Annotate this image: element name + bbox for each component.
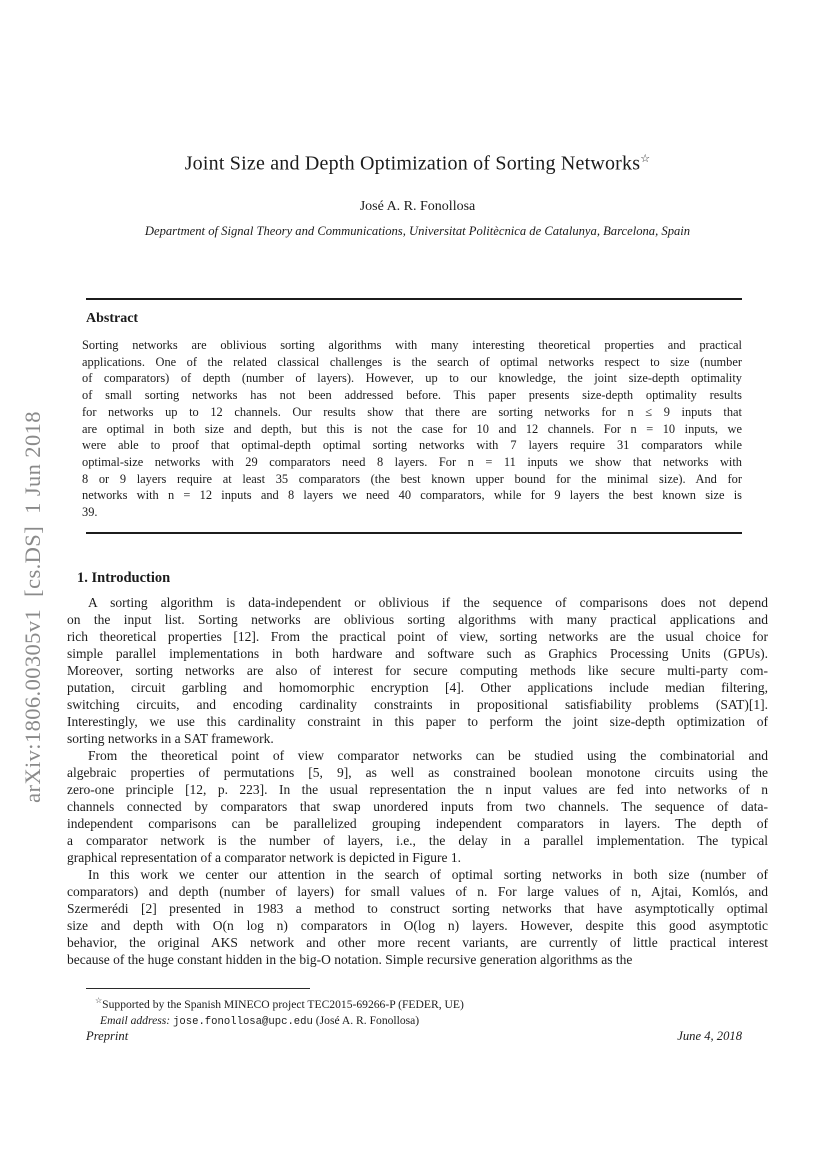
abstract-heading: Abstract [86,311,139,326]
section-heading-introduction: 1. Introduction [77,570,171,586]
text-line: Szermerédi [2] presented in 1983 a method to construct sorting networks that have asymptotically optimal [67,901,768,916]
text-line: of comparators) of depth (number of layers). However, up to our knowledge, the joint size-depth optimality [82,371,742,386]
title-footnote-mark: ☆ [640,153,651,165]
introduction-text [67,594,768,968]
paper-title [67,152,768,176]
footnote-email-line [86,1013,742,1030]
text-line: comparators) and depth (number of layers) for small values of n. For large values of n, Ajtai, Komlós, and [67,884,768,899]
text-line: applications. One of the related classical challenges is the search of optimal networks respect to size (number [82,354,742,369]
footnote-support [86,993,742,1013]
text-line: for networks up to 12 channels. Our results show that there are sorting networks for n ≤ 9 inputs that [82,404,742,419]
text-line: Sorting networks are oblivious sorting algorithms with many interesting theoretical properties and practical [82,338,742,352]
text-line: were able to proof that optimal-depth optimal sorting networks with 7 layers require 31 comparators while [82,438,742,453]
text-line: size and depth with O(n log n) comparators in O(log n) layers. However, despite this good asymptotic [67,918,768,933]
text-line: 39. [82,505,98,520]
text-line: simple parallel implementations in both hardware and software such as Graphics Processing Units (GPUs). [67,646,768,661]
intro-paragraph-1 [67,594,768,747]
email-label: Email address: [100,1013,171,1027]
text-line: behavior, the original AKS network and other more recent variants, are currently of little practical interest [67,935,768,950]
text-line: From the theoretical point of view comparator networks can be studied using the combinatorial and [88,748,768,763]
abstract-bottom-rule [86,532,742,534]
text-line: putation, circuit garbling and homomorphic encryption [4]. Other applications include median filtering, [67,680,768,695]
text-line: optimal-size networks with 29 comparators need 8 layers. For n = 11 inputs we show that networks with [82,454,742,469]
text-line: Moreover, sorting networks are also of interest for secure computing methods like secure multi-party com- [67,663,768,678]
abstract-text [82,337,742,521]
text-line: A sorting algorithm is data-independent or oblivious if the sequence of comparisons does not depend [88,595,768,610]
footnote-star-mark: ☆ [95,996,103,1005]
text-line: algebraic properties of permutations [5, 9], as well as constrained boolean monotone circuits using the [67,765,768,780]
arxiv-sidebar-stamp: arXiv:1806.00305v1 [cs.DS] 1 Jun 2018 [20,411,45,803]
author-name: José A. R. Fonollosa [359,199,476,214]
text-line: channels connected by comparators that swap unordered inputs from two channels. The sequence of data- [67,799,768,814]
footnote-support-text: Supported by the Spanish MINECO project TEC2015-69266-P (FEDER, UE) [102,997,464,1011]
text-line: independent comparisons can be parallelized grouping independent comparators in layers. The depth of [67,816,768,831]
footer-preprint-label: Preprint [86,1029,129,1043]
abstract-top-rule [86,298,742,300]
text-line: on the input list. Sorting networks are oblivious sorting algorithms with many practical applications and [67,612,768,627]
footnote-rule [86,988,310,989]
text-line: 8 or 9 layers require at least 35 comparators (the best known upper bound for the minimal size). And for [82,471,742,486]
text-line: a comparator network is the number of layers, i.e., the delay in a parallel implementation. The typical [67,833,768,848]
text-line: of small sorting networks has not been addressed before. This paper presents size-depth optimality results [82,388,742,403]
text-line: In this work we center our attention in the search of optimal sorting networks in both size (number of [88,867,768,882]
footnote-block [86,993,742,1030]
intro-paragraph-3 [67,866,768,968]
email-suffix: (José A. R. Fonollosa) [312,1013,420,1027]
intro-paragraph-2 [67,747,768,866]
text-line: zero-one principle [12, p. 223]. In the usual representation the n input values are fed into networks of n [67,782,768,797]
text-line: sorting networks in a SAT framework. [67,731,274,746]
paper-title-text: Joint Size and Depth Optimization of Sorting Networks [184,152,641,175]
text-line: Interestingly, we use this cardinality constraint in this paper to perform the joint size-depth optimization of [67,714,768,729]
text-line: switching circuits, and encoding cardinality constraints in propositional satisfiability problems (SAT)[1]. [67,697,768,712]
text-line: rich theoretical properties [12]. From the practical point of view, sorting networks are the usual choice for [67,629,768,644]
text-line: graphical representation of a comparator network is depicted in Figure 1. [67,850,461,865]
footer-date: June 4, 2018 [677,1029,742,1043]
author-affiliation: Department of Signal Theory and Communications, Universitat Politècnica de Catalunya, Barcelona, Spain [144,224,691,238]
text-line: because of the huge constant hidden in the big-O notation. Simple recursive generation algorithms as the [67,952,633,967]
text-line: networks with n = 12 inputs and 8 layers we need 40 comparators, while for 9 layers the best known size is [82,488,742,503]
email-address[interactable]: jose.fonollosa@upc.edu [173,1015,313,1028]
text-line: are optimal in both size and depth, but this is not the case for 10 and 12 channels. For n = 10 inputs, we [82,421,742,436]
